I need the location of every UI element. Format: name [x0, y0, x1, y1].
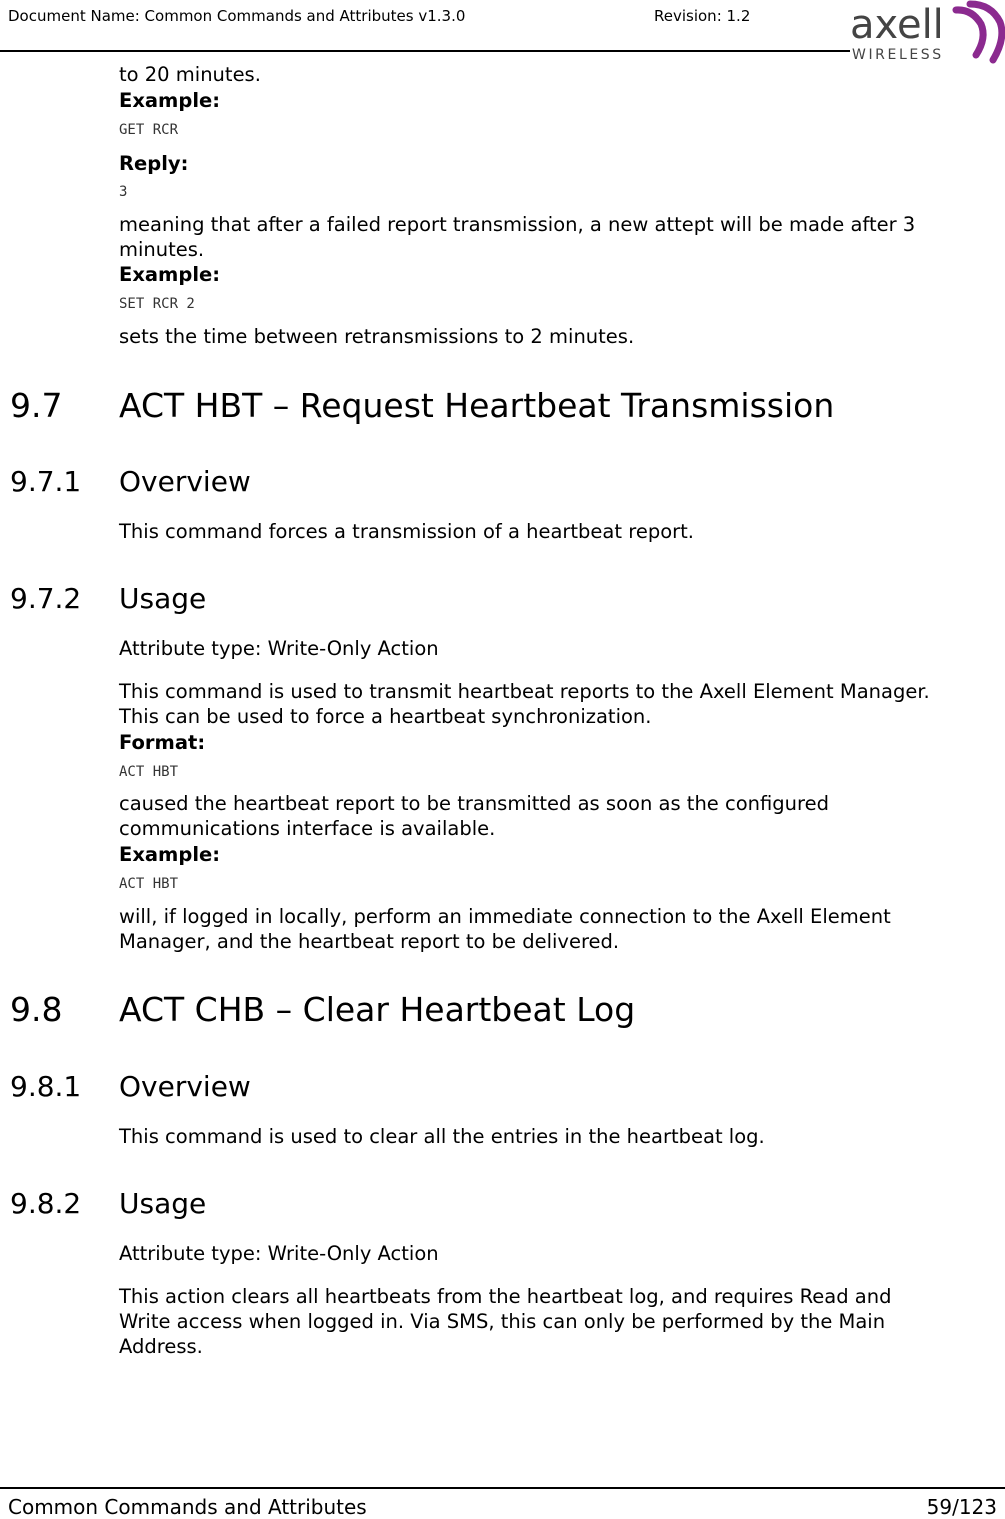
- paragraph: This action clears all heartbeats from the heartbeat log, and requires Read and Write access when logged in. Via SMS, this can only be performed by the Main Address.: [119, 1285, 892, 1358]
- paragraph: to 20 minutes.: [119, 63, 261, 86]
- paragraph: This command is used to clear all the entries in the heartbeat log.: [119, 1125, 765, 1148]
- section-number: 9.8: [10, 990, 63, 1029]
- subsection-title: Overview: [119, 465, 251, 498]
- logo-sub-text: WIRELESS: [852, 47, 944, 63]
- subsection-number: 9.7.1: [10, 465, 82, 498]
- code-sample: 3: [119, 184, 128, 200]
- footer-divider: [0, 1487, 1005, 1489]
- code-sample: SET RCR 2: [119, 296, 195, 312]
- paragraph: will, if logged in locally, perform an immediate connection to the Axell Element Manager, and the heartbeat report to be delivered.: [119, 905, 891, 953]
- subsection-title: Usage: [119, 582, 207, 615]
- example-label: Example:: [119, 263, 221, 286]
- paragraph: This command forces a transmission of a heartbeat report.: [119, 520, 694, 543]
- subsection-title: Overview: [119, 1070, 251, 1103]
- document-name: Document Name: Common Commands and Attributes v1.3.0: [8, 7, 466, 25]
- format-label: Format:: [119, 731, 206, 754]
- section-title: ACT HBT – Request Heartbeat Transmission: [119, 386, 835, 425]
- paragraph: meaning that after a failed report transmission, a new attept will be made after 3 minutes.: [119, 213, 916, 261]
- subsection-number: 9.7.2: [10, 582, 82, 615]
- paragraph: sets the time between retransmissions to 2 minutes.: [119, 325, 635, 348]
- logo-brand-text: axell: [850, 2, 944, 48]
- document-revision: Revision: 1.2: [654, 7, 751, 25]
- reply-label: Reply:: [119, 152, 189, 175]
- paragraph: This command is used to transmit heartbeat reports to the Axell Element Manager. This can be used to force a heartbeat synchronization.: [119, 680, 930, 728]
- subsection-number: 9.8.1: [10, 1070, 82, 1103]
- attribute-type: Attribute type: Write-Only Action: [119, 1242, 439, 1265]
- page-number: 59/123: [926, 1495, 997, 1519]
- attribute-type: Attribute type: Write-Only Action: [119, 637, 439, 660]
- footer-title: Common Commands and Attributes: [8, 1495, 367, 1519]
- axell-wireless-logo: [848, 0, 1005, 66]
- example-label: Example:: [119, 89, 221, 112]
- example-label: Example:: [119, 843, 221, 866]
- subsection-number: 9.8.2: [10, 1187, 82, 1220]
- section-title: ACT CHB – Clear Heartbeat Log: [119, 990, 636, 1029]
- code-sample: GET RCR: [119, 122, 179, 138]
- header-divider: [0, 50, 850, 52]
- section-number: 9.7: [10, 386, 63, 425]
- paragraph: caused the heartbeat report to be transmitted as soon as the configured communications interface is available.: [119, 792, 829, 840]
- code-sample: ACT HBT: [119, 764, 179, 780]
- logo-swoosh-icon: [956, 10, 983, 55]
- subsection-title: Usage: [119, 1187, 207, 1220]
- code-sample: ACT HBT: [119, 876, 179, 892]
